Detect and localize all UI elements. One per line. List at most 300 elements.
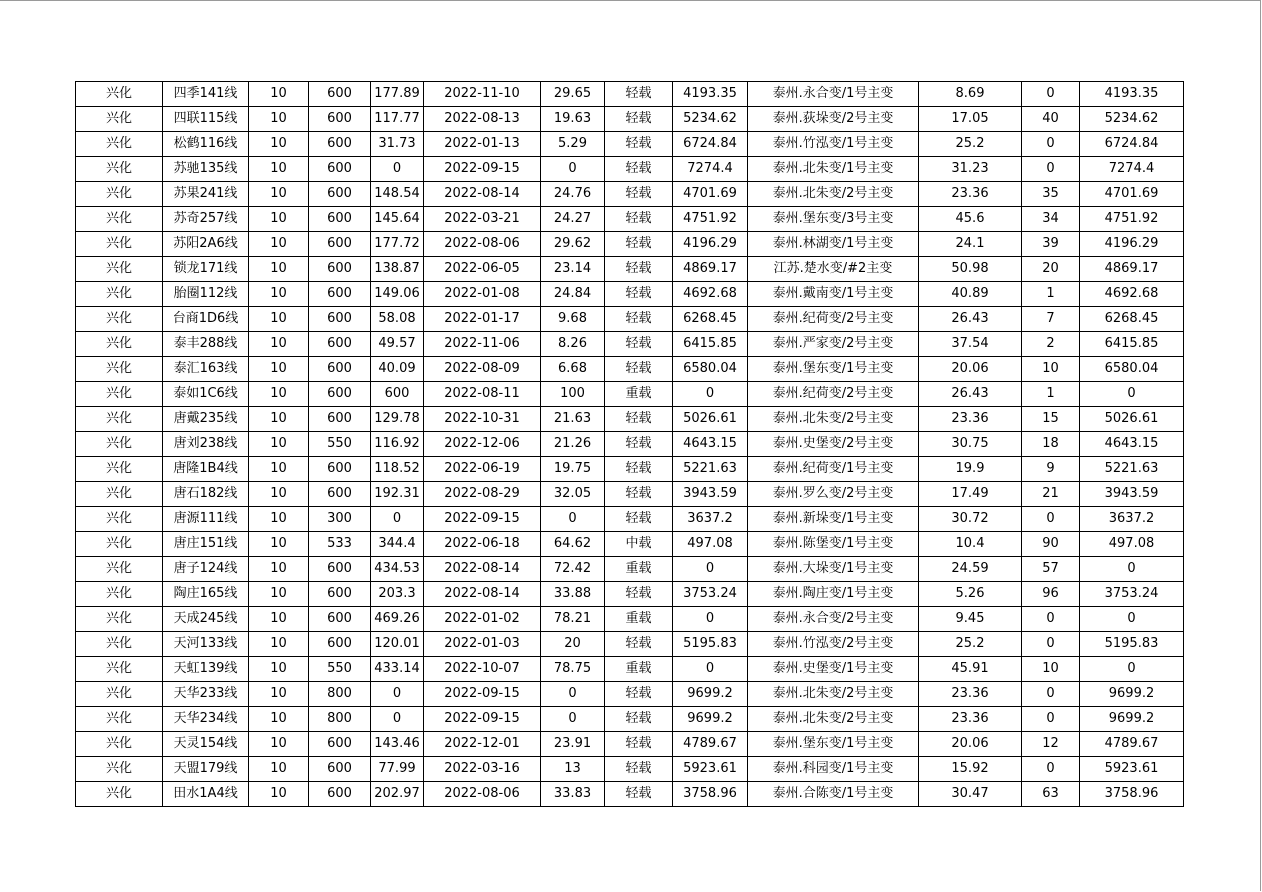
rated-capacity-cell: 600 [309, 107, 371, 132]
remaining-capacity-cell: 7274.4 [1080, 157, 1184, 182]
count-cell: 34 [1022, 207, 1080, 232]
load-rate-cell: 33.88 [541, 582, 605, 607]
region-cell: 兴化 [76, 232, 163, 257]
count-cell: 63 [1022, 782, 1080, 807]
line-name-cell: 天成245线 [163, 607, 249, 632]
load-rate-cell: 21.63 [541, 407, 605, 432]
region-cell: 兴化 [76, 332, 163, 357]
count-cell: 7 [1022, 307, 1080, 332]
remaining-capacity-cell: 5026.61 [1080, 407, 1184, 432]
voltage-cell: 10 [249, 557, 309, 582]
table-row [76, 232, 1184, 257]
date-cell: 2022-10-07 [424, 657, 541, 682]
date-cell: 2022-06-18 [424, 532, 541, 557]
transformer-load-rate-cell: 23.36 [919, 407, 1022, 432]
load-value-cell: 117.77 [371, 107, 424, 132]
date-cell: 2022-03-16 [424, 757, 541, 782]
line-name-cell: 唐源111线 [163, 507, 249, 532]
region-cell: 兴化 [76, 357, 163, 382]
transformer-load-rate-cell: 5.26 [919, 582, 1022, 607]
load-rate-cell: 9.68 [541, 307, 605, 332]
count-cell: 20 [1022, 257, 1080, 282]
line-name-cell: 唐戴235线 [163, 407, 249, 432]
date-cell: 2022-08-06 [424, 782, 541, 807]
transformer-cell: 泰州.堡东变/3号主变 [748, 207, 919, 232]
transformer-cell: 泰州.陈堡变/1号主变 [748, 532, 919, 557]
line-name-cell: 泰如1C6线 [163, 382, 249, 407]
load-value-cell: 177.72 [371, 232, 424, 257]
transformer-load-rate-cell: 15.92 [919, 757, 1022, 782]
date-cell: 2022-11-10 [424, 82, 541, 107]
table-row [76, 757, 1184, 782]
date-cell: 2022-08-06 [424, 232, 541, 257]
table-row [76, 607, 1184, 632]
table-row [76, 457, 1184, 482]
rated-capacity-cell: 600 [309, 582, 371, 607]
rated-capacity-cell: 800 [309, 707, 371, 732]
region-cell: 兴化 [76, 732, 163, 757]
date-cell: 2022-08-14 [424, 582, 541, 607]
line-name-cell: 泰丰288线 [163, 332, 249, 357]
rated-capacity-cell: 600 [309, 132, 371, 157]
rated-capacity-cell: 600 [309, 457, 371, 482]
remaining-capacity-cell: 6724.84 [1080, 132, 1184, 157]
region-cell: 兴化 [76, 382, 163, 407]
table-row [76, 782, 1184, 807]
line-name-cell: 胎圈112线 [163, 282, 249, 307]
load-status-cell: 轻载 [605, 757, 673, 782]
load-value-cell: 0 [371, 507, 424, 532]
load-value-cell: 31.73 [371, 132, 424, 157]
voltage-cell: 10 [249, 432, 309, 457]
load-rate-cell: 6.68 [541, 357, 605, 382]
load-status-cell: 轻载 [605, 707, 673, 732]
transformer-load-rate-cell: 26.43 [919, 382, 1022, 407]
transformer-load-rate-cell: 17.05 [919, 107, 1022, 132]
transformer-cell: 泰州.陶庄变/1号主变 [748, 582, 919, 607]
available-capacity-cell: 5026.61 [673, 407, 748, 432]
load-value-cell: 120.01 [371, 632, 424, 657]
load-status-cell: 轻载 [605, 107, 673, 132]
available-capacity-cell: 3637.2 [673, 507, 748, 532]
available-capacity-cell: 3943.59 [673, 482, 748, 507]
voltage-cell: 10 [249, 132, 309, 157]
transformer-cell: 泰州.北朱变/2号主变 [748, 682, 919, 707]
count-cell: 90 [1022, 532, 1080, 557]
transformer-cell: 泰州.纪荷变/2号主变 [748, 307, 919, 332]
load-rate-cell: 20 [541, 632, 605, 657]
load-rate-cell: 24.76 [541, 182, 605, 207]
line-name-cell: 台商1D6线 [163, 307, 249, 332]
remaining-capacity-cell: 3753.24 [1080, 582, 1184, 607]
load-status-cell: 轻载 [605, 132, 673, 157]
voltage-cell: 10 [249, 657, 309, 682]
load-rate-cell: 78.75 [541, 657, 605, 682]
table-row [76, 407, 1184, 432]
region-cell: 兴化 [76, 307, 163, 332]
load-rate-cell: 23.14 [541, 257, 605, 282]
transformer-cell: 泰州.新垛变/1号主变 [748, 507, 919, 532]
count-cell: 10 [1022, 357, 1080, 382]
region-cell: 兴化 [76, 782, 163, 807]
available-capacity-cell: 6580.04 [673, 357, 748, 382]
transformer-load-rate-cell: 23.36 [919, 707, 1022, 732]
table-row [76, 307, 1184, 332]
date-cell: 2022-08-14 [424, 182, 541, 207]
transformer-cell: 泰州.北朱变/2号主变 [748, 707, 919, 732]
line-name-cell: 天河133线 [163, 632, 249, 657]
date-cell: 2022-10-31 [424, 407, 541, 432]
transformer-cell: 泰州.史堡变/1号主变 [748, 657, 919, 682]
remaining-capacity-cell: 6580.04 [1080, 357, 1184, 382]
load-rate-cell: 5.29 [541, 132, 605, 157]
table-row [76, 682, 1184, 707]
table-row [76, 507, 1184, 532]
line-name-cell: 天华233线 [163, 682, 249, 707]
load-status-cell: 轻载 [605, 682, 673, 707]
transformer-load-rate-cell: 17.49 [919, 482, 1022, 507]
line-name-cell: 陶庄165线 [163, 582, 249, 607]
date-cell: 2022-08-11 [424, 382, 541, 407]
date-cell: 2022-08-13 [424, 107, 541, 132]
rated-capacity-cell: 600 [309, 632, 371, 657]
line-name-cell: 唐刘238线 [163, 432, 249, 457]
line-name-cell: 苏驰135线 [163, 157, 249, 182]
rated-capacity-cell: 600 [309, 157, 371, 182]
rated-capacity-cell: 600 [309, 407, 371, 432]
load-rate-cell: 0 [541, 157, 605, 182]
remaining-capacity-cell: 0 [1080, 607, 1184, 632]
date-cell: 2022-08-14 [424, 557, 541, 582]
rated-capacity-cell: 600 [309, 557, 371, 582]
date-cell: 2022-01-02 [424, 607, 541, 632]
transformer-load-rate-cell: 8.69 [919, 82, 1022, 107]
voltage-cell: 10 [249, 782, 309, 807]
region-cell: 兴化 [76, 132, 163, 157]
region-cell: 兴化 [76, 657, 163, 682]
count-cell: 18 [1022, 432, 1080, 457]
load-value-cell: 0 [371, 157, 424, 182]
line-name-cell: 唐庄151线 [163, 532, 249, 557]
load-status-cell: 轻载 [605, 407, 673, 432]
voltage-cell: 10 [249, 457, 309, 482]
voltage-cell: 10 [249, 282, 309, 307]
load-status-cell: 重载 [605, 382, 673, 407]
table-row [76, 132, 1184, 157]
transformer-load-rate-cell: 23.36 [919, 682, 1022, 707]
load-status-cell: 轻载 [605, 257, 673, 282]
load-value-cell: 433.14 [371, 657, 424, 682]
load-status-cell: 轻载 [605, 157, 673, 182]
table-row [76, 182, 1184, 207]
count-cell: 39 [1022, 232, 1080, 257]
count-cell: 10 [1022, 657, 1080, 682]
line-name-cell: 锁龙171线 [163, 257, 249, 282]
rated-capacity-cell: 600 [309, 482, 371, 507]
load-rate-cell: 0 [541, 707, 605, 732]
region-cell: 兴化 [76, 282, 163, 307]
load-status-cell: 轻载 [605, 332, 673, 357]
load-value-cell: 177.89 [371, 82, 424, 107]
voltage-cell: 10 [249, 757, 309, 782]
voltage-cell: 10 [249, 232, 309, 257]
line-name-cell: 天灵154线 [163, 732, 249, 757]
transformer-cell: 泰州.合陈变/1号主变 [748, 782, 919, 807]
available-capacity-cell: 5195.83 [673, 632, 748, 657]
available-capacity-cell: 0 [673, 657, 748, 682]
available-capacity-cell: 9699.2 [673, 682, 748, 707]
table-row [76, 557, 1184, 582]
load-rate-cell: 29.62 [541, 232, 605, 257]
date-cell: 2022-09-15 [424, 507, 541, 532]
rated-capacity-cell: 300 [309, 507, 371, 532]
voltage-cell: 10 [249, 682, 309, 707]
remaining-capacity-cell: 4751.92 [1080, 207, 1184, 232]
region-cell: 兴化 [76, 557, 163, 582]
transformer-load-rate-cell: 45.6 [919, 207, 1022, 232]
count-cell: 35 [1022, 182, 1080, 207]
voltage-cell: 10 [249, 482, 309, 507]
rated-capacity-cell: 600 [309, 382, 371, 407]
table-row [76, 157, 1184, 182]
count-cell: 0 [1022, 707, 1080, 732]
load-status-cell: 轻载 [605, 232, 673, 257]
remaining-capacity-cell: 4869.17 [1080, 257, 1184, 282]
region-cell: 兴化 [76, 182, 163, 207]
transformer-cell: 泰州.罗么变/2号主变 [748, 482, 919, 507]
date-cell: 2022-12-06 [424, 432, 541, 457]
transformer-cell: 泰州.戴南变/1号主变 [748, 282, 919, 307]
count-cell: 0 [1022, 82, 1080, 107]
load-rate-cell: 24.84 [541, 282, 605, 307]
voltage-cell: 10 [249, 507, 309, 532]
rated-capacity-cell: 600 [309, 357, 371, 382]
load-rate-cell: 64.62 [541, 532, 605, 557]
load-value-cell: 434.53 [371, 557, 424, 582]
line-name-cell: 天虹139线 [163, 657, 249, 682]
voltage-cell: 10 [249, 182, 309, 207]
available-capacity-cell: 4193.35 [673, 82, 748, 107]
region-cell: 兴化 [76, 757, 163, 782]
line-name-cell: 唐隆1B4线 [163, 457, 249, 482]
table-row [76, 532, 1184, 557]
load-rate-cell: 13 [541, 757, 605, 782]
load-status-cell: 轻载 [605, 182, 673, 207]
voltage-cell: 10 [249, 632, 309, 657]
load-value-cell: 0 [371, 682, 424, 707]
transformer-load-rate-cell: 23.36 [919, 182, 1022, 207]
remaining-capacity-cell: 3943.59 [1080, 482, 1184, 507]
region-cell: 兴化 [76, 607, 163, 632]
rated-capacity-cell: 800 [309, 682, 371, 707]
transformer-cell: 泰州.北朱变/2号主变 [748, 182, 919, 207]
table-row [76, 257, 1184, 282]
load-value-cell: 129.78 [371, 407, 424, 432]
count-cell: 15 [1022, 407, 1080, 432]
remaining-capacity-cell: 6415.85 [1080, 332, 1184, 357]
line-name-cell: 苏奇257线 [163, 207, 249, 232]
region-cell: 兴化 [76, 157, 163, 182]
table-row [76, 432, 1184, 457]
load-value-cell: 145.64 [371, 207, 424, 232]
rated-capacity-cell: 533 [309, 532, 371, 557]
remaining-capacity-cell: 9699.2 [1080, 682, 1184, 707]
transformer-load-rate-cell: 19.9 [919, 457, 1022, 482]
transformer-load-rate-cell: 25.2 [919, 632, 1022, 657]
voltage-cell: 10 [249, 157, 309, 182]
transformer-load-rate-cell: 30.75 [919, 432, 1022, 457]
load-status-cell: 轻载 [605, 307, 673, 332]
load-status-cell: 中载 [605, 532, 673, 557]
load-value-cell: 49.57 [371, 332, 424, 357]
load-rate-cell: 32.05 [541, 482, 605, 507]
table-row [76, 82, 1184, 107]
date-cell: 2022-11-06 [424, 332, 541, 357]
line-name-cell: 唐石182线 [163, 482, 249, 507]
voltage-cell: 10 [249, 707, 309, 732]
line-name-cell: 田水1A4线 [163, 782, 249, 807]
table-body [76, 82, 1184, 807]
available-capacity-cell: 5221.63 [673, 457, 748, 482]
load-rate-cell: 29.65 [541, 82, 605, 107]
date-cell: 2022-12-01 [424, 732, 541, 757]
available-capacity-cell: 4196.29 [673, 232, 748, 257]
voltage-cell: 10 [249, 382, 309, 407]
line-name-cell: 苏果241线 [163, 182, 249, 207]
table-row [76, 732, 1184, 757]
remaining-capacity-cell: 3758.96 [1080, 782, 1184, 807]
load-status-cell: 轻载 [605, 482, 673, 507]
remaining-capacity-cell: 4193.35 [1080, 82, 1184, 107]
voltage-cell: 10 [249, 257, 309, 282]
transformer-load-rate-cell: 10.4 [919, 532, 1022, 557]
region-cell: 兴化 [76, 632, 163, 657]
load-value-cell: 203.3 [371, 582, 424, 607]
available-capacity-cell: 4701.69 [673, 182, 748, 207]
date-cell: 2022-09-15 [424, 707, 541, 732]
remaining-capacity-cell: 0 [1080, 557, 1184, 582]
available-capacity-cell: 4751.92 [673, 207, 748, 232]
transformer-cell: 江苏.楚水变/#2主变 [748, 257, 919, 282]
load-status-cell: 重载 [605, 557, 673, 582]
load-status-cell: 轻载 [605, 582, 673, 607]
region-cell: 兴化 [76, 682, 163, 707]
transformer-load-rate-cell: 40.89 [919, 282, 1022, 307]
table-row [76, 707, 1184, 732]
load-status-cell: 轻载 [605, 282, 673, 307]
transformer-load-rate-cell: 24.59 [919, 557, 1022, 582]
load-value-cell: 202.97 [371, 782, 424, 807]
voltage-cell: 10 [249, 407, 309, 432]
count-cell: 0 [1022, 132, 1080, 157]
load-value-cell: 118.52 [371, 457, 424, 482]
region-cell: 兴化 [76, 482, 163, 507]
transformer-load-rate-cell: 26.43 [919, 307, 1022, 332]
load-rate-cell: 19.75 [541, 457, 605, 482]
transformer-load-rate-cell: 37.54 [919, 332, 1022, 357]
transformer-cell: 泰州.纪荷变/2号主变 [748, 382, 919, 407]
region-cell: 兴化 [76, 707, 163, 732]
date-cell: 2022-03-21 [424, 207, 541, 232]
count-cell: 21 [1022, 482, 1080, 507]
load-rate-cell: 23.91 [541, 732, 605, 757]
line-name-cell: 苏阳2A6线 [163, 232, 249, 257]
remaining-capacity-cell: 6268.45 [1080, 307, 1184, 332]
available-capacity-cell: 4692.68 [673, 282, 748, 307]
remaining-capacity-cell: 4789.67 [1080, 732, 1184, 757]
date-cell: 2022-06-19 [424, 457, 541, 482]
count-cell: 0 [1022, 157, 1080, 182]
date-cell: 2022-08-29 [424, 482, 541, 507]
available-capacity-cell: 497.08 [673, 532, 748, 557]
available-capacity-cell: 0 [673, 382, 748, 407]
region-cell: 兴化 [76, 507, 163, 532]
count-cell: 9 [1022, 457, 1080, 482]
load-rate-cell: 19.63 [541, 107, 605, 132]
load-value-cell: 600 [371, 382, 424, 407]
remaining-capacity-cell: 9699.2 [1080, 707, 1184, 732]
available-capacity-cell: 3758.96 [673, 782, 748, 807]
count-cell: 96 [1022, 582, 1080, 607]
voltage-cell: 10 [249, 332, 309, 357]
remaining-capacity-cell: 3637.2 [1080, 507, 1184, 532]
load-rate-cell: 78.21 [541, 607, 605, 632]
load-rate-cell: 33.83 [541, 782, 605, 807]
rated-capacity-cell: 600 [309, 782, 371, 807]
transformer-cell: 泰州.永合变/1号主变 [748, 82, 919, 107]
load-value-cell: 77.99 [371, 757, 424, 782]
rated-capacity-cell: 600 [309, 232, 371, 257]
load-status-cell: 轻载 [605, 507, 673, 532]
line-name-cell: 泰汇163线 [163, 357, 249, 382]
load-status-cell: 轻载 [605, 207, 673, 232]
date-cell: 2022-01-13 [424, 132, 541, 157]
load-rate-cell: 24.27 [541, 207, 605, 232]
remaining-capacity-cell: 5923.61 [1080, 757, 1184, 782]
load-status-cell: 轻载 [605, 357, 673, 382]
rated-capacity-cell: 600 [309, 332, 371, 357]
rated-capacity-cell: 600 [309, 182, 371, 207]
load-rate-cell: 0 [541, 507, 605, 532]
transformer-load-rate-cell: 30.72 [919, 507, 1022, 532]
transformer-load-rate-cell: 50.98 [919, 257, 1022, 282]
voltage-cell: 10 [249, 357, 309, 382]
voltage-cell: 10 [249, 732, 309, 757]
transformer-cell: 泰州.科园变/1号主变 [748, 757, 919, 782]
remaining-capacity-cell: 0 [1080, 382, 1184, 407]
date-cell: 2022-08-09 [424, 357, 541, 382]
rated-capacity-cell: 600 [309, 732, 371, 757]
line-name-cell: 唐子124线 [163, 557, 249, 582]
transformer-cell: 泰州.荻垛变/2号主变 [748, 107, 919, 132]
transformer-cell: 泰州.北朱变/2号主变 [748, 407, 919, 432]
voltage-cell: 10 [249, 582, 309, 607]
load-value-cell: 58.08 [371, 307, 424, 332]
transformer-cell: 泰州.永合变/2号主变 [748, 607, 919, 632]
rated-capacity-cell: 600 [309, 257, 371, 282]
available-capacity-cell: 4789.67 [673, 732, 748, 757]
table-row [76, 582, 1184, 607]
rated-capacity-cell: 600 [309, 757, 371, 782]
table-row [76, 207, 1184, 232]
available-capacity-cell: 6268.45 [673, 307, 748, 332]
remaining-capacity-cell: 5221.63 [1080, 457, 1184, 482]
table-row [76, 482, 1184, 507]
line-name-cell: 天华234线 [163, 707, 249, 732]
load-value-cell: 40.09 [371, 357, 424, 382]
count-cell: 0 [1022, 632, 1080, 657]
count-cell: 57 [1022, 557, 1080, 582]
